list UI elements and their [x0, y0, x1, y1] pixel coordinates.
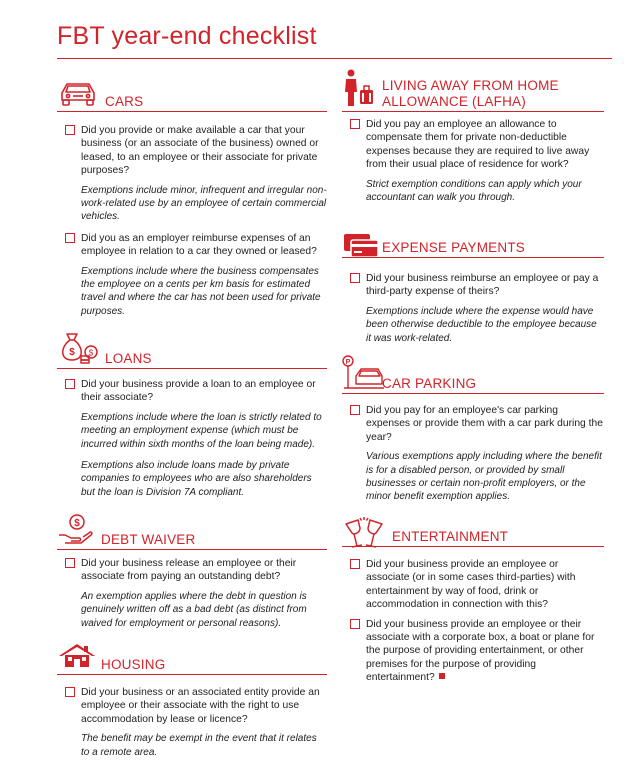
checkbox[interactable] [65, 379, 75, 389]
section-header [57, 334, 327, 374]
question-text: Did your business provide an employee or associate (or in some cases third-parties) with entertainment by way of food, drink or accommodation in connection with this? [366, 559, 576, 611]
parking-icon [342, 354, 384, 390]
question-text: Did you as an employer reimburse expenses of an employee in relation to a car they owned or leased? [81, 232, 317, 258]
section-debt-waiver [57, 517, 327, 638]
section-divider [342, 257, 604, 258]
checklist-item[interactable] [57, 557, 327, 584]
money-bag-icon [57, 330, 101, 364]
page-title: FBT year-end checklist [57, 22, 317, 50]
section-loans [57, 334, 327, 507]
checkbox[interactable] [65, 558, 75, 568]
exemption-note: Strict exemption conditions can apply which your accountant can walk you through. [366, 178, 582, 204]
checklist-item[interactable] [342, 558, 604, 612]
hand-coin-icon [57, 513, 97, 547]
question-text: Did your business or an associated entity provide an employee or their associate with the right to use accommodation by lease or licence? [81, 687, 320, 725]
section-header [57, 646, 327, 686]
credit-card-icon [342, 230, 380, 260]
svg-text:$: $ [74, 518, 80, 529]
section-title: HOUSING [101, 657, 166, 672]
checklist-item[interactable] [57, 378, 327, 405]
checklist-item[interactable] [342, 118, 604, 172]
section-divider [57, 111, 327, 112]
exemption-note: An exemption applies where the debt in question is genuinely written off as a bad debt (as distinct from waived for employment or personal reasons). [81, 590, 307, 629]
checkbox[interactable] [350, 559, 360, 569]
section-header [57, 517, 327, 557]
section-header [342, 232, 604, 272]
svg-text:$: $ [88, 348, 94, 358]
checklist-item[interactable] [57, 124, 327, 178]
section-car-parking [342, 356, 604, 512]
section-title-line-1: LIVING AWAY FROM HOME [382, 78, 559, 93]
section-title: EXPENSE PAYMENTS [382, 240, 525, 255]
section-lafha [342, 70, 604, 212]
checklist-item[interactable] [57, 232, 327, 259]
question-text: Did your business provide a loan to an employee or their associate? [81, 379, 316, 404]
checklist-item[interactable] [57, 686, 327, 726]
exemption-note: Exemptions include where the expense would have been otherwise deductible to the employee because it was work-related. [366, 305, 597, 344]
section-entertainment [342, 518, 604, 691]
checkbox[interactable] [65, 233, 75, 243]
section-title: CARS [105, 94, 144, 109]
checkbox[interactable] [65, 125, 75, 135]
section-divider [342, 393, 604, 394]
end-marker [439, 673, 445, 679]
section-header [342, 70, 604, 118]
checkbox[interactable] [65, 687, 75, 697]
checkbox[interactable] [350, 273, 360, 283]
exemption-note: The benefit may be exempt in the event that it relates to a remote area. [81, 733, 317, 758]
exemption-note: Various exemptions apply including where the benefit is for a disabled person, or provided by small businesses or certain non-profit employers, or the minor benefit exemption applies. [366, 451, 602, 503]
traveller-icon [342, 68, 376, 108]
house-icon [57, 642, 97, 672]
section-title: CAR PARKING [382, 376, 477, 391]
svg-text:P: P [345, 359, 351, 366]
section-cars [57, 84, 327, 326]
section-divider [342, 546, 604, 547]
checkbox[interactable] [350, 619, 360, 629]
car-icon [57, 78, 99, 110]
exemption-note: Exemptions include where the loan is strictly related to meeting an employment expense (which must be incurred within sixth months of the loan being made). [81, 411, 322, 450]
wine-glasses-icon [342, 516, 386, 550]
section-header [342, 518, 604, 558]
question-text: Did you pay for an employee's car parking expenses or provide them with a car park during the year? [366, 405, 603, 443]
title-divider [57, 58, 612, 59]
exemption-note: Exemptions also include loans made by private companies to employees who are also shareholders but the loan is Division 7A compliant. [81, 460, 312, 498]
question-text: Did your business provide an employee or their associate with a corporate box, a boat or plane for the purpose of providing entertainment, or other premises for the purpose of providing entertainment? [366, 618, 595, 684]
section-title: DEBT WAIVER [101, 532, 196, 547]
exemption-note: Exemptions include minor, infrequent and irregular non-work-related use by an employee of certain commercial vehicles. [81, 184, 327, 223]
section-housing [57, 646, 327, 767]
checklist-item[interactable] [342, 618, 604, 685]
checklist-item[interactable] [342, 404, 604, 444]
question-text: Did you provide or make available a car that your business (or an associate of the business) owned or leased, to an employee or their associate for private purposes? [81, 125, 319, 177]
section-divider [57, 674, 327, 675]
section-title-line-2: ALLOWANCE (LAFHA) [382, 94, 526, 109]
svg-text:$: $ [69, 347, 75, 358]
section-divider [57, 549, 327, 550]
checklist-item[interactable] [342, 272, 604, 299]
section-expense-payments [342, 232, 604, 353]
question-text: Did you pay an employee an allowance to compensate them for private non-deductible expenses because they are required to live away from their usual place of residence for work? [366, 119, 590, 171]
section-divider [342, 111, 604, 112]
checkbox[interactable] [350, 119, 360, 129]
section-title: LOANS [105, 351, 152, 366]
exemption-note: Exemptions include where the business compensates the employee on a cents per km basis for estimated travel and where the car has not been used for private purposes. [81, 265, 321, 317]
section-divider [57, 368, 327, 369]
question-text: Did your business release an employee or their associate from paying an outstanding debt? [81, 558, 297, 583]
section-header [57, 84, 327, 124]
checkbox[interactable] [350, 405, 360, 415]
section-header [342, 356, 604, 396]
section-title: ENTERTAINMENT [392, 529, 509, 544]
question-text: Did your business reimburse an employee or pay a third-party expense of theirs? [366, 273, 599, 298]
